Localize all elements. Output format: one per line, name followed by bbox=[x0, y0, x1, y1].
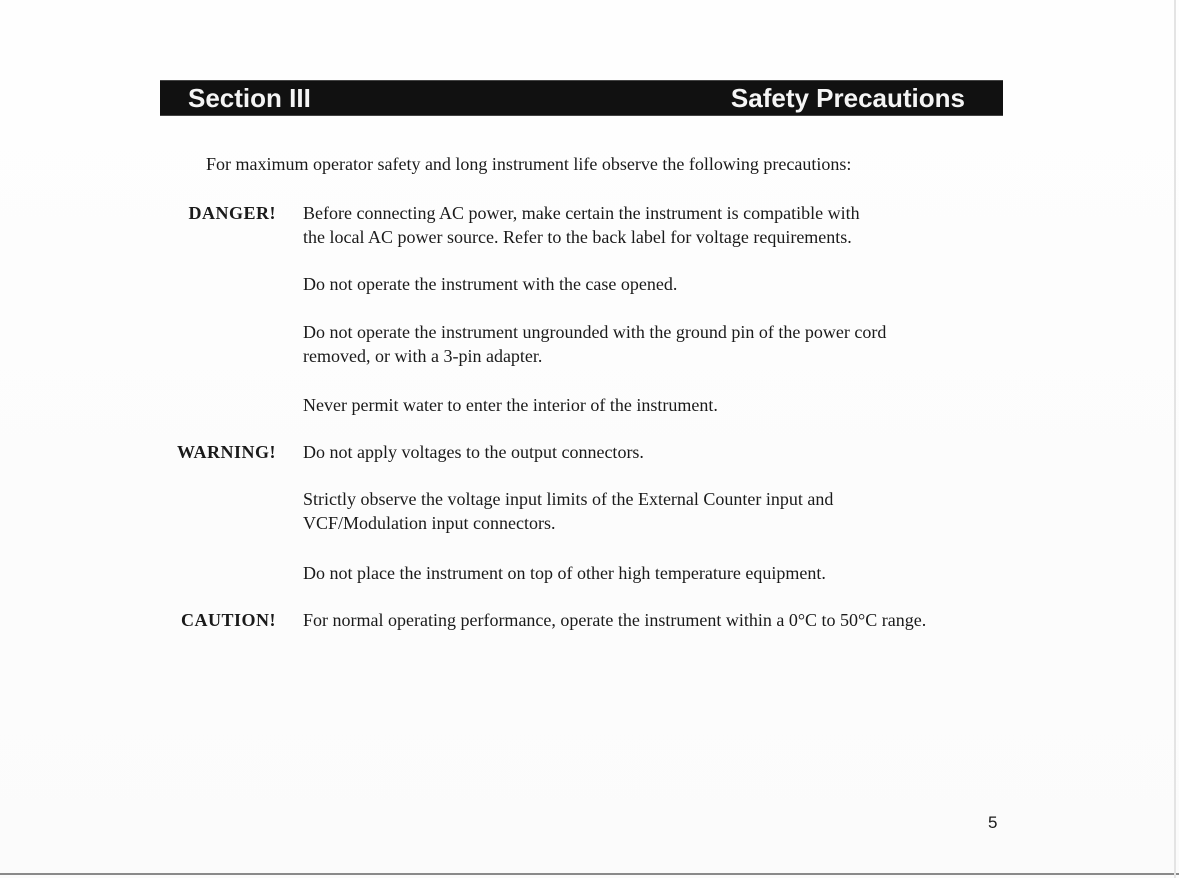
paragraph-line: Do not operate the instrument with the case opened. bbox=[303, 274, 678, 294]
danger-paragraph-2 bbox=[303, 272, 1003, 296]
page-number: 5 bbox=[988, 813, 998, 832]
danger-paragraph-4 bbox=[303, 393, 1003, 417]
right-edge-rule bbox=[1174, 0, 1176, 878]
danger-paragraph-3 bbox=[303, 320, 1003, 368]
paragraph-line: the local AC power source. Refer to the back label for voltage requirements. bbox=[303, 227, 852, 247]
warning-paragraph-2 bbox=[303, 487, 1003, 535]
danger-label: DANGER! bbox=[188, 203, 276, 223]
warning-paragraph-1 bbox=[303, 440, 1003, 464]
caution-paragraph-1 bbox=[303, 608, 1003, 632]
paragraph-line: Do not apply voltages to the output connectors. bbox=[303, 442, 644, 462]
paragraph-line: Strictly observe the voltage input limits of the External Counter input and bbox=[303, 489, 834, 509]
warning-label: WARNING! bbox=[176, 442, 276, 462]
paragraph-line: Before connecting AC power, make certain the instrument is compatible with bbox=[303, 203, 860, 223]
paragraph-line: Never permit water to enter the interior of the instrument. bbox=[303, 395, 718, 415]
section-title: Safety Precautions bbox=[730, 83, 965, 113]
paragraph-line: removed, or with a 3-pin adapter. bbox=[303, 346, 543, 366]
paragraph-line: Do not place the instrument on top of other high temperature equipment. bbox=[303, 563, 826, 583]
warning-paragraph-3 bbox=[303, 561, 1003, 585]
danger-paragraph-1 bbox=[303, 201, 1003, 249]
paragraph-line: Do not operate the instrument ungrounded with the ground pin of the power cord bbox=[303, 322, 887, 342]
intro-text: For maximum operator safety and long instrument life observe the following precautions: bbox=[206, 154, 852, 174]
section-number: Section III bbox=[188, 83, 311, 113]
section-header-bar bbox=[160, 80, 1003, 116]
paragraph-line: VCF/Modulation input connectors. bbox=[303, 513, 556, 533]
paragraph-line: For normal operating performance, operate the instrument within a 0°C to 50°C range. bbox=[303, 610, 927, 630]
caution-label: CAUTION! bbox=[180, 610, 276, 630]
bottom-rule bbox=[0, 873, 1179, 875]
